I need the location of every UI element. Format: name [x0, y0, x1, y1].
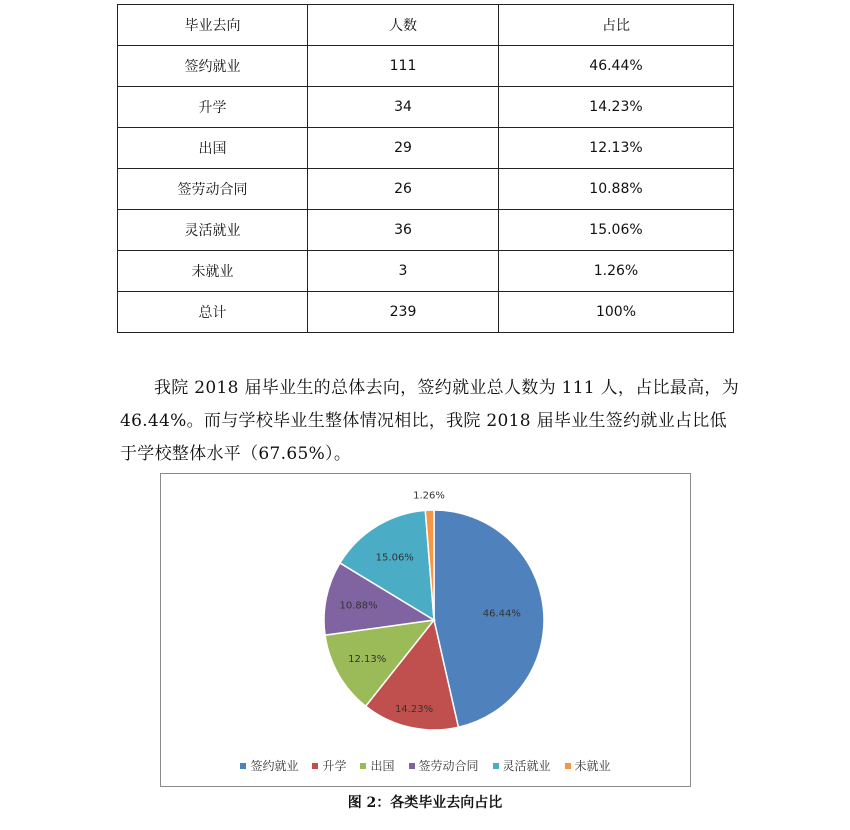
table-row: [118, 169, 734, 210]
legend-item: [360, 757, 394, 774]
table-row: [118, 87, 734, 128]
table-row: [118, 210, 734, 251]
legend-label: 出国: [370, 759, 395, 773]
destination-cell: 总计: [118, 292, 308, 333]
count-cell: 3: [308, 251, 499, 292]
summary-paragraph: [120, 372, 740, 471]
destination-cell: 签约就业: [118, 46, 308, 87]
count-cell: 111: [308, 46, 499, 87]
legend-label: 签约就业: [250, 759, 299, 773]
legend-item: [409, 757, 479, 774]
table-row: [118, 128, 734, 169]
legend-swatch-icon: [312, 763, 318, 769]
legend-swatch-icon: [409, 763, 415, 769]
slice-data-label: 14.23%: [394, 703, 434, 715]
column-header: 毕业去向: [118, 5, 308, 46]
chart-legend: [161, 757, 690, 774]
count-cell: 29: [308, 128, 499, 169]
summary-text: 我院 2018 届毕业生的总体去向，签约就业总人数为 111 人，占比最高，为 46.44%。而与学校毕业生整体情况相比，我院 2018 届毕业生签约就业占比低于学校整体水平（67.65%）。: [120, 378, 740, 464]
graduation-destination-table: [117, 4, 734, 333]
legend-swatch-icon: [565, 763, 571, 769]
column-header: 占比: [499, 5, 734, 46]
percent-cell: 15.06%: [499, 210, 734, 251]
destination-cell: 灵活就业: [118, 210, 308, 251]
legend-swatch-icon: [240, 763, 246, 769]
column-header: 人数: [308, 5, 499, 46]
legend-swatch-icon: [360, 763, 366, 769]
count-cell: 26: [308, 169, 499, 210]
legend-item: [493, 757, 551, 774]
destination-cell: 未就业: [118, 251, 308, 292]
pie-chart-frame: [160, 473, 691, 787]
percent-cell: 14.23%: [499, 87, 734, 128]
legend-label: 未就业: [574, 759, 611, 773]
count-cell: 34: [308, 87, 499, 128]
table-total-row: [118, 292, 734, 333]
slice-data-label: 1.26%: [413, 490, 445, 502]
legend-label: 签劳动合同: [418, 759, 479, 773]
slice-data-label: 15.06%: [375, 552, 414, 564]
count-cell: 239: [308, 292, 499, 333]
percent-cell: 12.13%: [499, 128, 734, 169]
table-header-row: [118, 5, 734, 46]
legend-label: 升学: [322, 759, 347, 773]
percent-cell: 46.44%: [499, 46, 734, 87]
slice-data-label: 10.88%: [339, 600, 378, 612]
figure-caption: 图 2：各类毕业去向占比: [347, 795, 503, 811]
count-cell: 36: [308, 210, 499, 251]
slice-data-label: 46.44%: [482, 608, 521, 620]
table-row: [118, 251, 734, 292]
legend-swatch-icon: [493, 763, 499, 769]
slice-data-label: 12.13%: [348, 654, 387, 666]
percent-cell: 1.26%: [499, 251, 734, 292]
legend-label: 灵活就业: [502, 759, 551, 773]
percent-cell: 10.88%: [499, 169, 734, 210]
destination-cell: 出国: [118, 128, 308, 169]
legend-item: [240, 757, 298, 774]
pie-chart: [161, 474, 692, 754]
table-row: [118, 46, 734, 87]
destination-cell: 签劳动合同: [118, 169, 308, 210]
legend-item: [565, 757, 611, 774]
destination-cell: 升学: [118, 87, 308, 128]
legend-item: [312, 757, 346, 774]
percent-cell: 100%: [499, 292, 734, 333]
